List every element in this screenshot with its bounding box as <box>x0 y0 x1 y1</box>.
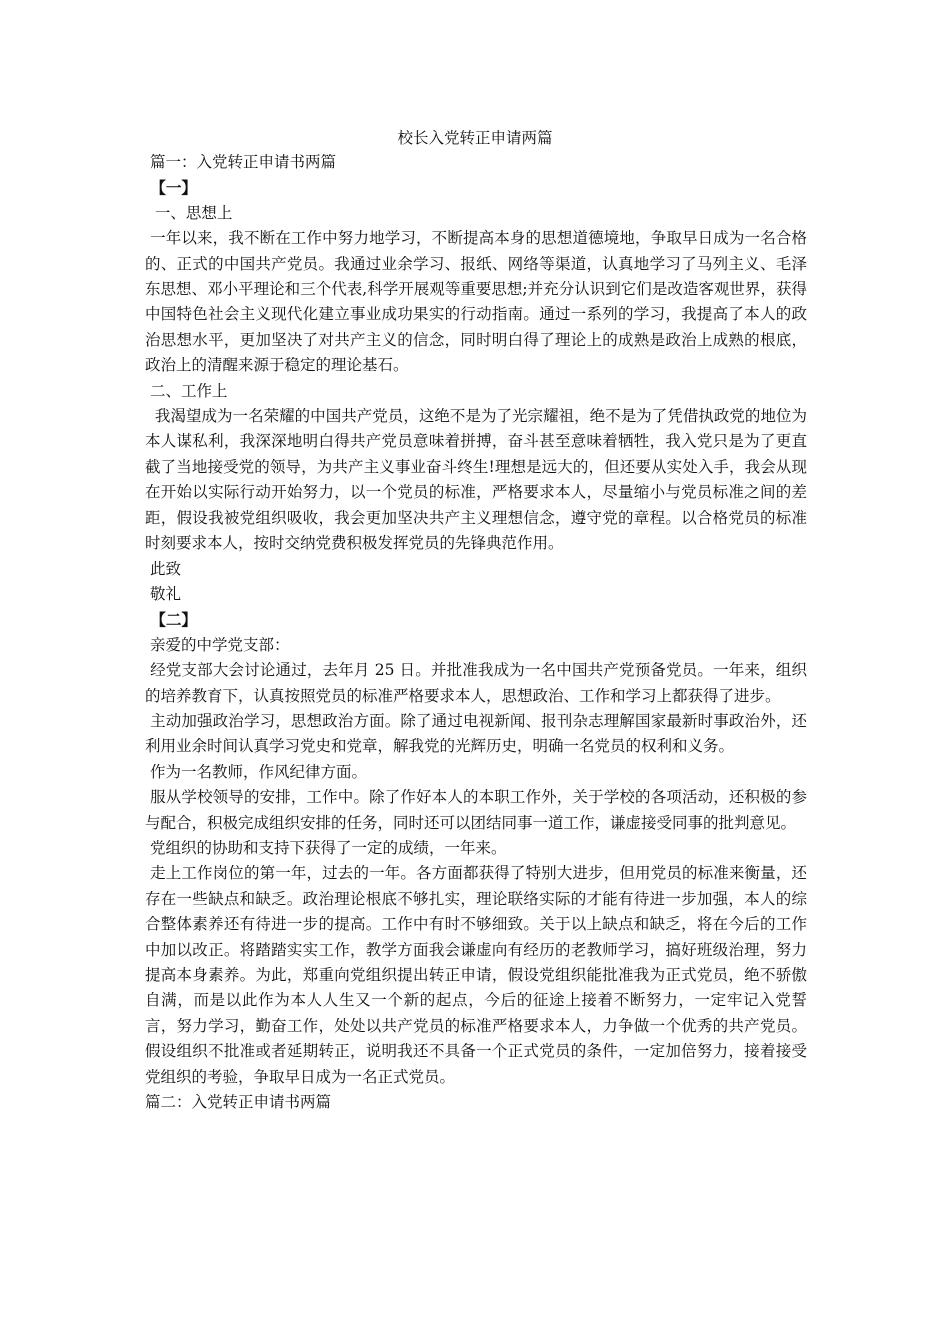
paragraph: 一、思想上 <box>145 203 233 222</box>
paragraph: 篇一：入党转正申请书两篇 <box>145 153 336 171</box>
paragraph: 篇二：入党转正申请书两篇 <box>145 1093 332 1112</box>
paragraph: 党组织的协助和支持下获得了一定的成绩，一年来。 <box>145 838 507 857</box>
paragraph: 主动加强政治学习，思想政治方面。除了通过电视新闻、报刊杂志理解国家最新时事政治外，还利用业余时间认真学习党史和党章，解我党的光辉历史，明确一名党员的权利和义务。 <box>145 711 807 756</box>
paragraph: 作为一名教师，作风纪律方面。 <box>145 762 367 781</box>
paragraph: 一年以来，我不断在工作中努力地学习，不断提高本身的思想道德境地，争取早日成为一名合格的、正式的中国共产党员。我通过业余学习、报纸、网络等渠道，认真地学习了马列主义、毛泽东思想、邓小平理论和三个代表,科学开展观等重要思想;并充分认识到它们是改造客观世界，获得中国特色社会主义现代化建立事业成功果实的行动指南。通过一系列的学习，我提高了本人的政治思想水平，更加坚决了对共产主义的信念，同时明白得了理论上的成熟是政治上成熟的根底，政治上的清醒来源于稳定的理论基石。 <box>145 229 807 375</box>
section-heading: 【二】 <box>145 610 197 630</box>
paragraph: 服从学校领导的安排，工作中。除了作好本人的本职工作外，关于学校的各项活动，还积极的参与配合，积极完成组织安排的任务，同时还可以团结同事一道工作，谦虚接受同事的批判意见。 <box>145 788 807 832</box>
paragraph: 二、工作上 <box>145 381 228 400</box>
paragraph: 敬礼 <box>145 584 181 603</box>
paragraph: 我渴望成为一名荣耀的中国共产党员，这绝不是为了光宗耀祖，绝不是为了凭借执政党的地位为本人谋私利，我深深地明白得共产党员意味着拼搏，奋斗甚至意味着牺牲，我入党只是为了更直截了当地接受党的领导，为共产主义事业奋斗终生!理想是远大的，但还要从实处入手，我会从现在开始以实际行动开始努力，以一个党员的标准，严格要求本人，尽量缩小与党员标准之间的差距，假设我被党组织吸收，我会更加坚决共产主义理想信念，遵守党的章程。以合格党员的标准时刻要求本人，按时交纳党费积极发挥党员的先锋典范作用。 <box>145 407 807 553</box>
paragraph: 此致 <box>145 559 181 578</box>
paragraph: 经党支部大会讨论通过，去年月 25 日。并批准我成为一名中国共产党预备党员。一年来，组织的培养教育下，认真按照党员的标准严格要求本人，思想政治、工作和学习上都获得了进步。 <box>145 661 807 705</box>
paragraph: 亲爱的中学党支部： <box>145 635 290 654</box>
document-body <box>145 150 807 1115</box>
document-title: 校长入党转正申请两篇 <box>397 129 553 147</box>
paragraph: 走上工作岗位的第一年，过去的一年。各方面都获得了特别大进步，但用党员的标准来衡量，还存在一些缺点和缺乏。政治理论根底不够扎实，理论联络实际的才能有待进一步加强，本人的综合整体素养还有待进一步的提高。工作中有时不够细致。关于以上缺点和缺乏，将在今后的工作中加以改正。将踏踏实实工作，教学方面我会谦虚向有经历的老教师学习，搞好班级治理，努力提高本身素养。为此，郑重向党组织提出转正申请，假设党组织能批准我为正式党员，绝不骄傲自满，而是以此作为本人人生又一个新的起点，今后的征途上接着不断努力，一定牢记入党誓言，努力学习，勤奋工作，处处以共产党员的标准严格要求本人，力争做一个优秀的共产党员。假设组织不批准或者延期转正，说明我还不具备一个正式党员的条件，一定加倍努力，接着接受党组织的考验，争取早日成为一名正式党员。 <box>145 864 807 1086</box>
section-heading: 【一】 <box>145 178 197 198</box>
